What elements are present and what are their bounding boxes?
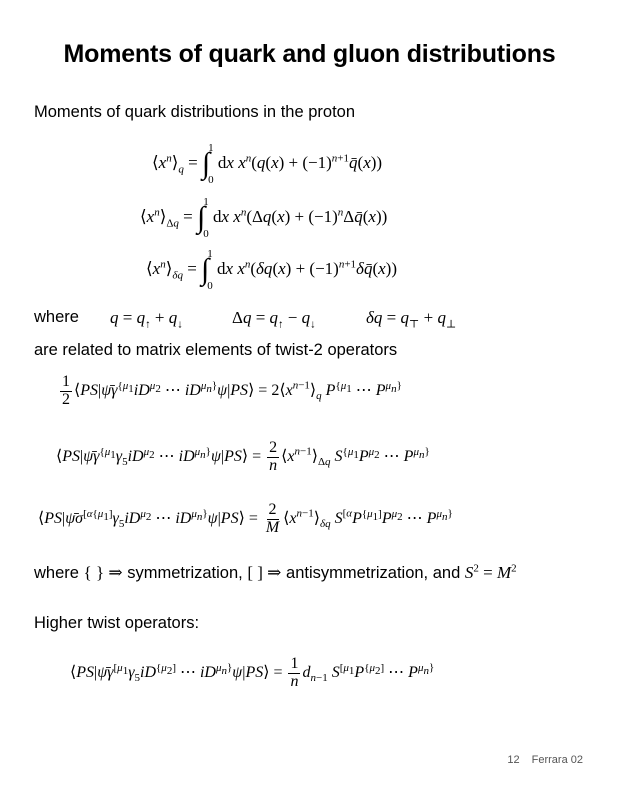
equation-moment-q: $⟨x^n⟩_q$ = ∫ 1 0 dx $x^n(q(x)$ + $(-1)^{n+1}q̄(x)$) [152,142,383,186]
footer-venue: Ferrara 02 [531,754,583,766]
sym-text-2: antisymmetrization, and [286,564,461,582]
where-label: where [34,308,79,326]
footer [495,754,583,766]
page-number: 12 [507,754,520,766]
equation-twist2-axial: $⟨PS|\psī\gamma^{\{\mu_1}\gamma_5iD^{\mu_2}$ ⋯ $iD^{\mu_n\}}\psi|PS⟩$ = $\frac{2}{n}$ $⟨x^{n-1}⟩_{\Delta q}$ $S^{\{\mu_1}P^{\mu_2}$ ⋯ $P^{\mu_n\}}$ [56,439,430,474]
equation-higher-twist: $⟨PS|\psī\gamma^{[\mu_1}\gamma_5iD^{\{\mu_2]}$ ⋯ $iD^{\mu_n\}}\psi|PS⟩$ = $\frac{1}{n}$ $d_{n-1}$ $S^{[\mu_1}P^{\{\mu_2]}$ ⋯ $P^{\mu_n\}}$ [70,655,435,690]
sym-where-label: where [34,564,79,582]
equation-moment-deltasmall-q: $⟨x^n⟩_{\delta q}$ = ∫ 1 0 dx $x^n(\delta q(x)$ + $(-1)^{n+1}\delta q̄(x)$) [146,248,397,292]
section-heading-higher-twist: Higher twist operators: [34,614,200,632]
sym-text-1: symmetrization, [127,564,243,582]
related-text: are related to matrix elements of twist-2 operators [34,341,398,359]
definition-q: $q = q_↑ + q_↓$ [110,308,183,331]
equation-twist2-vector: $\frac{1}{2}$ $⟨PS|\psī\gamma^{\{\mu_1}iD^{\mu_2}$ ⋯ $iD^{\mu_n\}}\psi|PS⟩$ = $2⟨x^{n-1}⟩_q$ $P^{\{\mu_1}$ ⋯ $P^{\mu_n\}}$ [62,373,402,408]
definition-delta-q: $\Delta q = q_↑ - q_↓$ [232,308,316,331]
symmetrization-note: where { } ⇒ symmetrization, [ ] ⇒ antisymmetrization, and $S^2 = M^2$ [34,562,517,582]
equation-twist2-tensor: $⟨PS|\psī\sigma[\alpha\{\mu 1]\gamma_5iD^{\mu_2}$ ⋯ $iD^{\mu_n\}}\psi|PS⟩$ = $\frac{2}{M}$ $⟨x^{n-1}⟩_{\delta q}$ $S^{[\alpha}P^{\{\mu_1]}P^{\mu_2}$ ⋯ $P^{\mu_n\}}$ [38,501,453,536]
definition-deltasmall-q: $\delta q = q_⊤ + q_\perp$ [366,308,457,331]
section-heading-quark-moments: Moments of quark distributions in the proton [34,103,356,121]
equation-moment-delta-q: $⟨x^n⟩_{\Delta q}$ = ∫ 1 0 dx $x^n(\Delta q(x)$ + $(-1)^n\Delta q̄(x)$) [140,196,388,240]
slide-title: Moments of quark and gluon distributions [63,40,556,68]
